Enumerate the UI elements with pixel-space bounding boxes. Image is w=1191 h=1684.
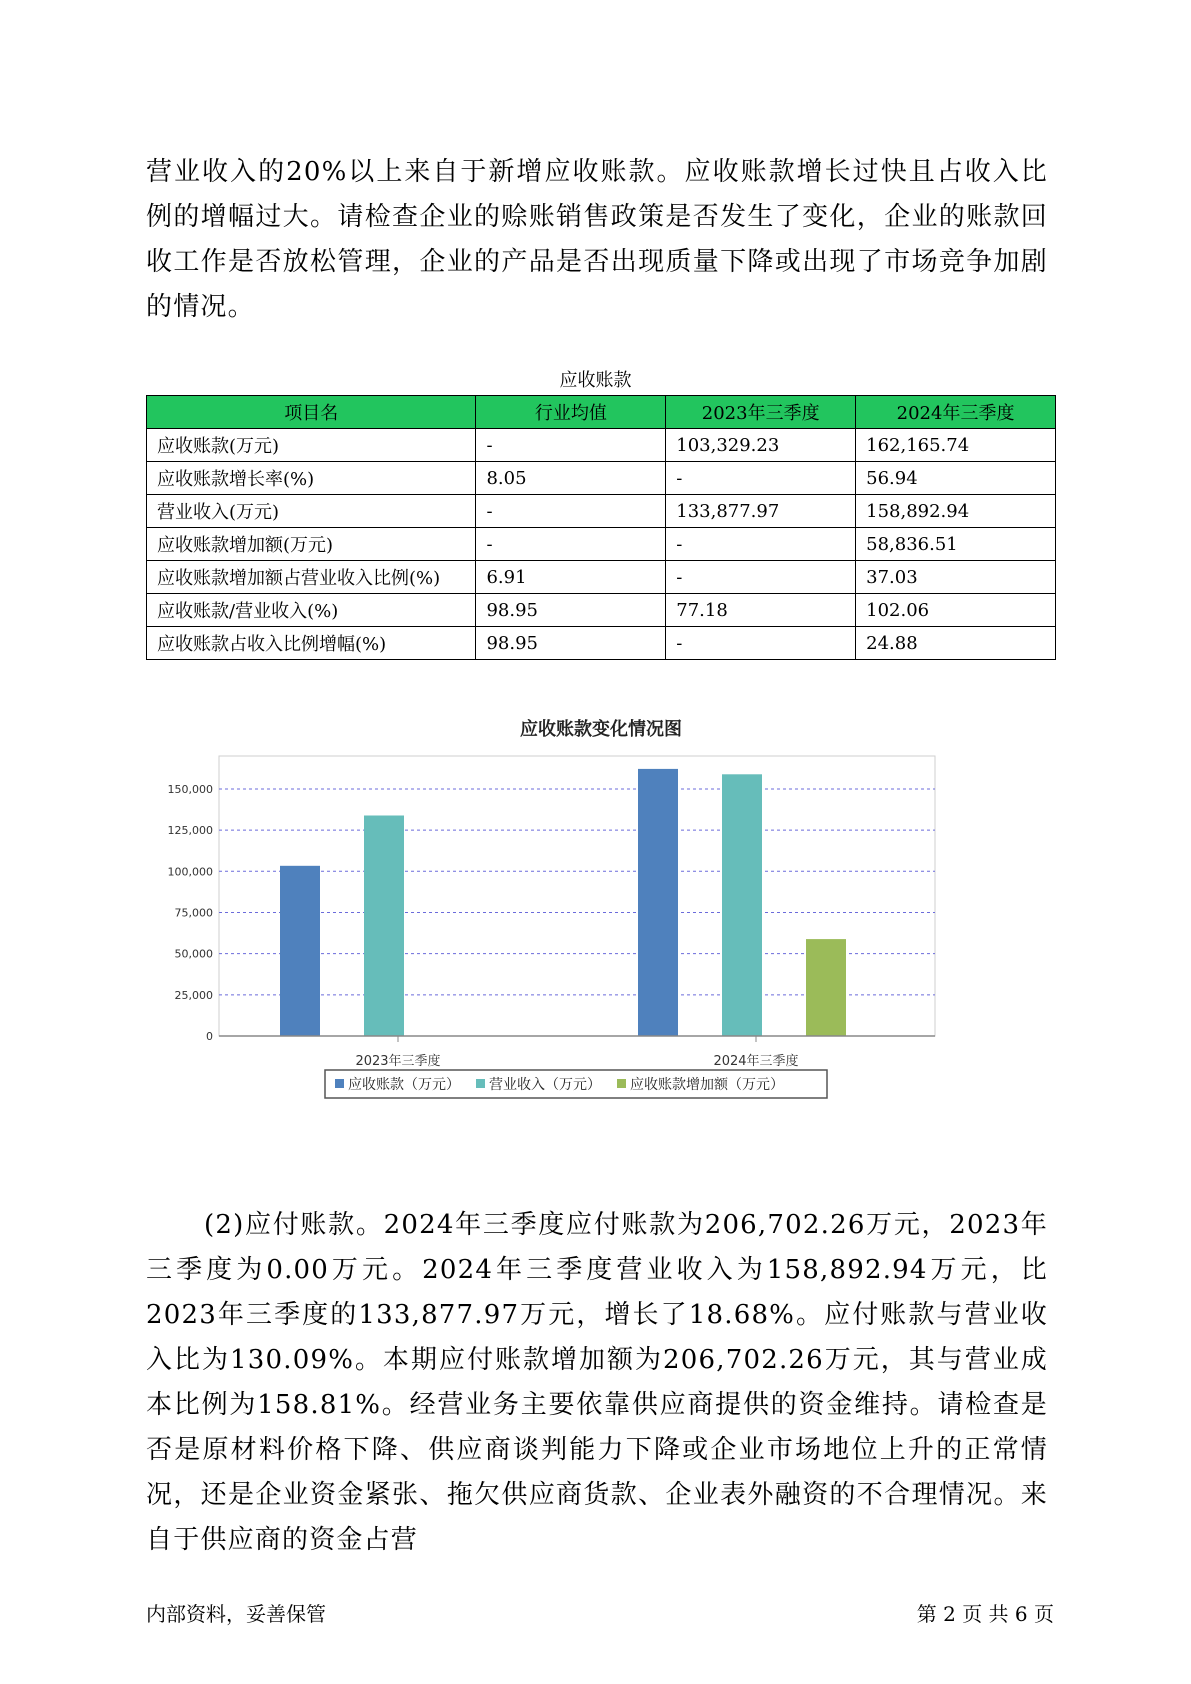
- table-cell: 应收账款增加额占营业收入比例(%): [147, 561, 476, 594]
- table-cell: 应收账款占收入比例增幅(%): [147, 627, 476, 660]
- footer-page-number: 第 2 页 共 6 页: [916, 1602, 1054, 1626]
- table-cell: 6.91: [476, 561, 666, 594]
- x-tick-label: 2023年三季度: [355, 1054, 441, 1069]
- accounts-receivable-table: [146, 395, 1056, 660]
- chart-svg: [146, 712, 1046, 1182]
- table-cell: 98.95: [476, 594, 666, 627]
- table-cell: 133,877.97: [666, 495, 856, 528]
- table-row: [147, 462, 1056, 495]
- table-row: [147, 561, 1056, 594]
- table-cell: 58,836.51: [856, 528, 1056, 561]
- table-cell: -: [666, 462, 856, 495]
- bar: [364, 815, 404, 1036]
- table-cell: -: [666, 627, 856, 660]
- table-cell: 应收账款增加额(万元): [147, 528, 476, 561]
- legend-label: 营业收入（万元）: [489, 1077, 601, 1093]
- table-cell: 103,329.23: [666, 429, 856, 462]
- table-cell: 应收账款(万元): [147, 429, 476, 462]
- legend-label: 应收账款增加额（万元）: [630, 1077, 784, 1093]
- legend-swatch: [617, 1079, 626, 1088]
- y-tick-label: 100,000: [167, 865, 213, 879]
- footer-left: 内部资料，妥善保管: [146, 1602, 326, 1626]
- table-row: [147, 495, 1056, 528]
- legend-swatch: [476, 1079, 485, 1088]
- legend-label: 应收账款（万元）: [348, 1077, 460, 1093]
- legend-swatch: [335, 1079, 344, 1088]
- bar: [638, 769, 678, 1036]
- table-row: [147, 627, 1056, 660]
- bar: [806, 939, 846, 1036]
- table-cell: 应收账款增长率(%): [147, 462, 476, 495]
- receivables-chart: [146, 712, 1046, 1182]
- table-caption: 应收账款: [559, 370, 632, 391]
- table-cell: -: [666, 561, 856, 594]
- table-cell: 8.05: [476, 462, 666, 495]
- table-row: [147, 594, 1056, 627]
- table-cell: 56.94: [856, 462, 1056, 495]
- table-cell: 37.03: [856, 561, 1056, 594]
- y-tick-label: 125,000: [167, 824, 213, 838]
- table-cell: 营业收入(万元): [147, 495, 476, 528]
- y-tick-label: 25,000: [174, 988, 213, 1002]
- y-tick-label: 75,000: [174, 906, 213, 920]
- table-cell: 98.95: [476, 627, 666, 660]
- table-cell: -: [476, 495, 666, 528]
- x-tick-label: 2024年三季度: [713, 1054, 799, 1069]
- table-cell: 102.06: [856, 594, 1056, 627]
- table-cell: 77.18: [666, 594, 856, 627]
- table-header-row: [147, 396, 1056, 429]
- bar: [280, 866, 320, 1036]
- header-cell: 项目名: [147, 396, 476, 429]
- chart-title: 应收账款变化情况图: [520, 719, 682, 740]
- y-tick-label: 150,000: [167, 782, 213, 796]
- header-cell: 2023年三季度: [666, 396, 856, 429]
- y-tick-label: 0: [206, 1030, 213, 1043]
- y-tick-label: 50,000: [174, 947, 213, 961]
- header-cell: 2024年三季度: [856, 396, 1056, 429]
- table-row: [147, 528, 1056, 561]
- table-cell: -: [476, 528, 666, 561]
- table-cell: 158,892.94: [856, 495, 1056, 528]
- bar: [722, 774, 762, 1036]
- table-cell: 24.88: [856, 627, 1056, 660]
- header-cell: 行业均值: [476, 396, 666, 429]
- paragraph-2: (2)应付账款。2024年三季度应付账款为206,702.26万元，2023年三季度为0.00万元。2024年三季度营业收入为158,892.94万元，比2023年三季度的133,877.97万元，增长了18.68%。应付账款与营业收入比为130.09%。本期应付账款增加额为206,702.26万元，其与营业成本比例为158.81%。经营业务主要依靠供应商提供的资金维持。请检查是否是原材料价格下降、供应商谈判能力下降或企业市场地位上升的正常情况，还是企业资金紧张、拖欠供应商货款、企业表外融资的不合理情况。来自于供应商的资金占营: [146, 1210, 1048, 1555]
- table-cell: -: [476, 429, 666, 462]
- table-cell: 应收账款/营业收入(%): [147, 594, 476, 627]
- table-cell: 162,165.74: [856, 429, 1056, 462]
- paragraph-1: 营业收入的20%以上来自于新增应收账款。应收账款增长过快且占收入比例的增幅过大。请检查企业的赊账销售政策是否发生了变化，企业的账款回收工作是否放松管理，企业的产品是否出现质量下降或出现了市场竞争加剧的情况。: [146, 157, 1048, 322]
- table-cell: -: [666, 528, 856, 561]
- table-row: [147, 429, 1056, 462]
